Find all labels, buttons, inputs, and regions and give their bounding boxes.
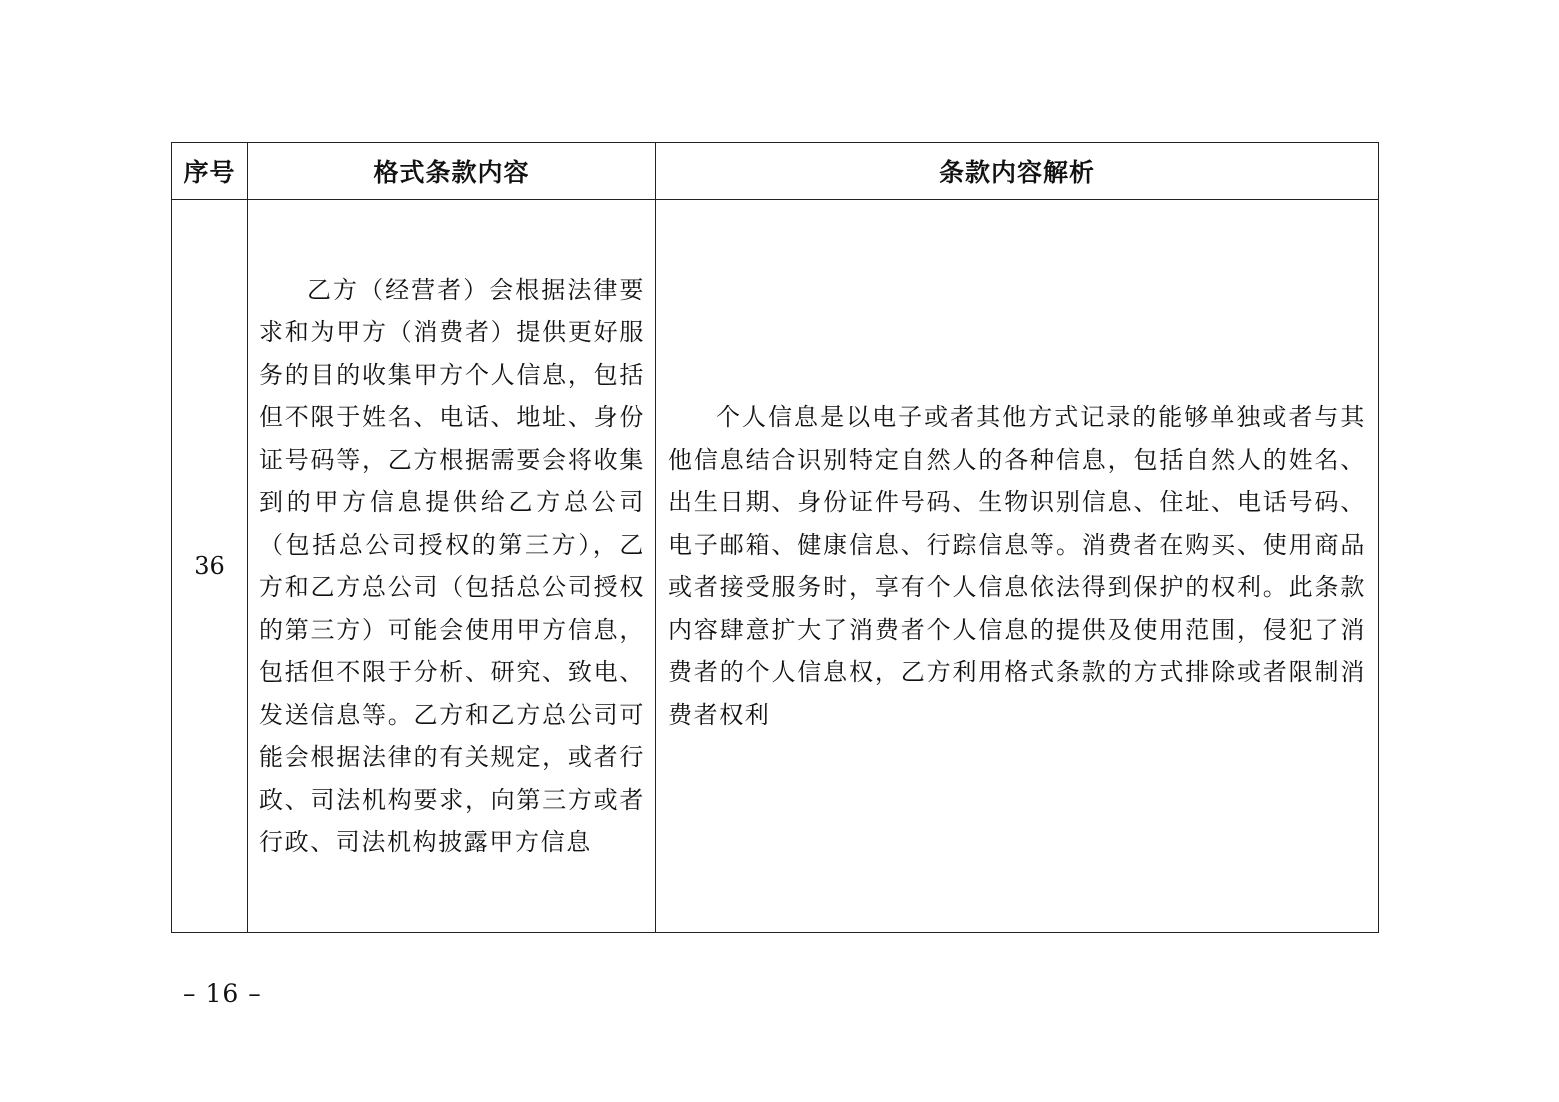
page-number: – 16 – xyxy=(183,979,262,1008)
row-content-text: 乙方（经营者）会根据法律要求和为甲方（消费者）提供更好服务的目的收集甲方个人信息，包括但不限于姓名、电话、地址、身份证号码等，乙方根据需要会将收集到的甲方信息提供给乙方总公司（包括总公司授权的第三方），乙方和乙方总公司（包括总公司授权的第三方）可能会使用甲方信息，包括但不限于分析、研究、致电、发送信息等。乙方和乙方总公司可能会根据法律的有关规定，或者行政、司法机构要求，向第三方或者行政、司法机构披露甲方信息 xyxy=(259,275,645,856)
header-seq: 序号 xyxy=(172,143,248,200)
table-row xyxy=(172,200,1379,933)
row-analysis-text: 个人信息是以电子或者其他方式记录的能够单独或者与其他信息结合识别特定自然人的各种信息，包括自然人的姓名、出生日期、身份证件号码、生物识别信息、住址、电话号码、电子邮箱、健康信息、行踪信息等。消费者在购买、使用商品或者接受服务时，享有个人信息依法得到保护的权利。此条款内容肆意扩大了消费者个人信息的提供及使用范围，侵犯了消费者的个人信息权，乙方利用格式条款的方式排除或者限制消费者权利 xyxy=(668,403,1366,729)
table-header-row xyxy=(172,143,1379,200)
row-seq: 36 xyxy=(172,200,248,933)
row-content-cell xyxy=(248,200,656,933)
clause-table xyxy=(171,142,1379,933)
header-content: 格式条款内容 xyxy=(248,143,656,200)
header-analysis: 条款内容解析 xyxy=(656,143,1379,200)
row-analysis-cell xyxy=(656,200,1379,933)
